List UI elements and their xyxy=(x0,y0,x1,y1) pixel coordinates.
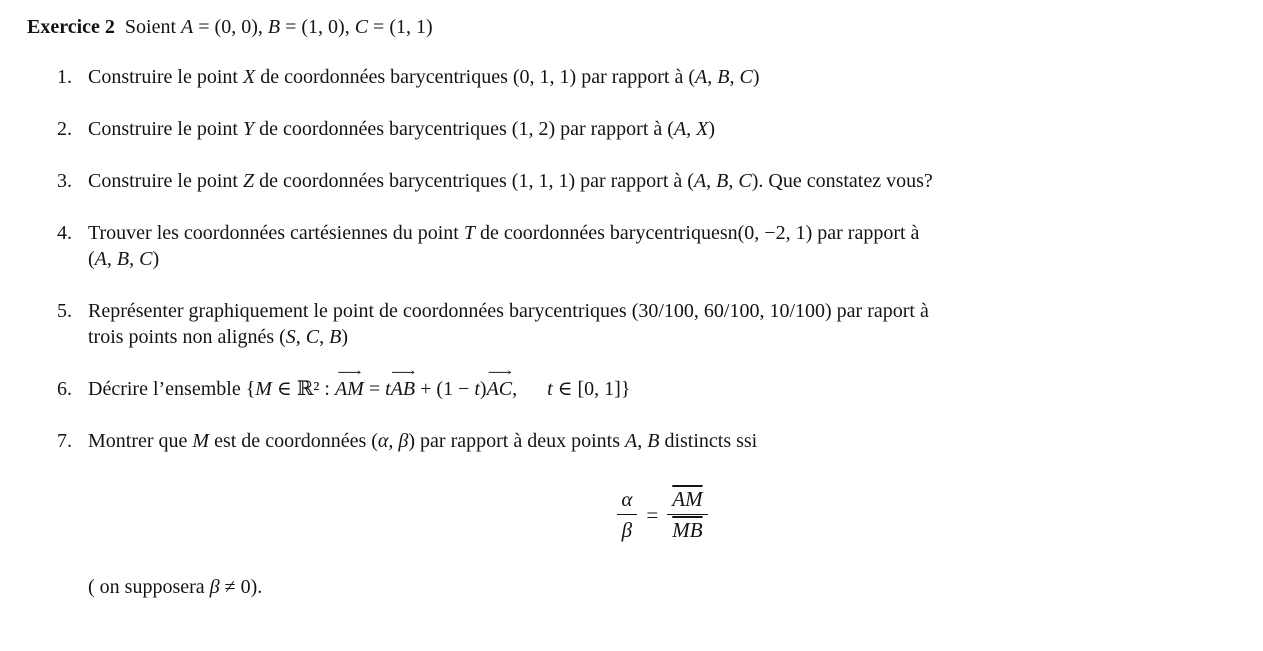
text-run: ). Que constatez vous? xyxy=(751,170,933,192)
math-symbol: B xyxy=(647,430,660,452)
text-run: est de coordonnées ( xyxy=(209,430,378,452)
fraction-denominator: MB xyxy=(667,514,707,543)
text-run: , xyxy=(295,326,306,348)
text-run: , xyxy=(319,326,330,348)
text-line xyxy=(88,116,715,142)
text-run: de coordonnées barycentriquesn(0, −2, 1) par rapport à xyxy=(474,222,920,244)
text-run: + (1 − xyxy=(415,378,475,400)
text-run: , xyxy=(106,248,117,270)
item-text xyxy=(88,116,715,142)
item-text xyxy=(88,220,919,272)
text-run: Construire le point xyxy=(88,170,243,192)
math-symbol: B xyxy=(267,16,281,38)
equals-sign: = xyxy=(646,502,659,527)
text-run: , xyxy=(729,66,740,88)
fraction-alpha-beta xyxy=(616,486,637,544)
math-symbol: B xyxy=(329,326,342,348)
item-number: 2. xyxy=(57,118,72,140)
text-line xyxy=(88,220,919,246)
math-symbol: A xyxy=(94,248,107,270)
item-number: 5. xyxy=(57,300,72,322)
text-run: = (0, 0), xyxy=(193,16,268,38)
text-run: ) par rapport à deux points xyxy=(408,430,625,452)
item-text xyxy=(88,168,933,194)
math-symbol: S xyxy=(285,326,296,348)
item-text xyxy=(88,428,757,454)
text-line xyxy=(88,365,631,402)
text-run: trois points non alignés ( xyxy=(88,326,286,348)
math-symbol: B xyxy=(717,66,730,88)
math-symbol: AC xyxy=(486,378,513,400)
text-run: de coordonnées barycentriques (1, 1, 1) par rapport à ( xyxy=(254,170,694,192)
text-run: ) xyxy=(479,378,487,400)
text-line xyxy=(88,168,933,194)
text-run: ) xyxy=(752,66,760,88)
vector-arrow-icon: ⟶ xyxy=(390,365,415,379)
list-item xyxy=(27,220,1236,272)
math-symbol: A xyxy=(695,66,708,88)
math-symbol: T xyxy=(463,222,475,244)
text-run: ) xyxy=(152,248,160,270)
text-run: Décrire l’ensemble { xyxy=(88,378,256,400)
text-run: ( xyxy=(88,248,95,270)
text-run: Soient xyxy=(114,16,182,38)
vector-arrow-icon: ⟶ xyxy=(487,365,512,379)
math-symbol: C xyxy=(305,326,320,348)
vector-notation xyxy=(390,365,416,402)
math-symbol: A xyxy=(673,118,687,140)
fraction-denominator: β xyxy=(617,514,637,543)
list-item xyxy=(27,64,1236,90)
text-line xyxy=(88,64,759,90)
closing-note xyxy=(88,574,1236,600)
text-run: = (1, 0), xyxy=(280,16,355,38)
fraction-numerator: α xyxy=(621,487,633,511)
vector-notation xyxy=(486,365,513,402)
math-symbol: β xyxy=(398,430,409,452)
math-symbol: B xyxy=(116,248,130,270)
text-line xyxy=(88,428,757,454)
text-run: , xyxy=(706,170,717,192)
text-run: de coordonnées barycentriques (0, 1, 1) par rapport à ( xyxy=(255,66,696,88)
exercise-title xyxy=(27,14,1236,40)
bold-text: Exercice 2 xyxy=(27,16,115,38)
text-line xyxy=(88,324,929,350)
math-symbol: AB xyxy=(390,378,416,400)
math-symbol: β xyxy=(209,575,220,598)
math-symbol: M xyxy=(192,430,210,452)
math-symbol: Z xyxy=(242,170,255,192)
math-symbol: Y xyxy=(242,118,255,140)
math-symbol: t xyxy=(547,378,553,400)
text-run: ) xyxy=(708,118,716,140)
list-item xyxy=(27,298,1236,350)
item-text xyxy=(88,298,929,350)
text-run: Trouver les coordonnées cartésiennes du point xyxy=(88,222,464,244)
math-symbol: X xyxy=(696,118,709,140)
text-run: , xyxy=(637,430,648,452)
math-symbol: C xyxy=(738,170,752,192)
math-symbol: t xyxy=(474,378,480,400)
item-text xyxy=(88,64,759,90)
vector-arrow-icon: ⟶ xyxy=(337,365,362,379)
text-run: Représenter graphiquement le point de coordonnées barycentriques (30/100, 60/100, 10/100) par raport à xyxy=(88,300,929,322)
math-symbol: α xyxy=(377,430,389,452)
text-run: Montrer que xyxy=(88,430,193,452)
item-number: 7. xyxy=(57,430,72,452)
math-symbol: AM xyxy=(334,378,364,400)
text-run: = xyxy=(363,378,386,400)
list-item xyxy=(27,428,1236,454)
text-line xyxy=(88,298,929,324)
text-run: ) xyxy=(341,326,348,348)
item-number: 6. xyxy=(57,378,72,400)
math-symbol: A xyxy=(693,170,707,192)
text-run: ≠ 0). xyxy=(219,575,263,598)
text-run: ∈ ℝ² : xyxy=(271,378,335,400)
item-number: 1. xyxy=(57,66,72,88)
text-run: , xyxy=(129,248,140,270)
text-run: distincts ssi xyxy=(659,430,758,452)
math-symbol: C xyxy=(139,248,153,270)
list-item xyxy=(27,365,1236,402)
math-symbol: t xyxy=(385,378,391,400)
display-formula xyxy=(88,486,1236,544)
item-number: 4. xyxy=(57,222,72,244)
text-run: ∈ [0, 1]} xyxy=(552,378,631,400)
text-run: , xyxy=(707,66,718,88)
text-run: = (1, 1) xyxy=(368,16,433,38)
list-item xyxy=(27,168,1236,194)
math-symbol: B xyxy=(716,170,729,192)
fraction-am-mb xyxy=(667,486,707,544)
text-run: Construire le point xyxy=(88,118,243,140)
text-run: ( on supposera xyxy=(88,575,210,598)
text-run: , xyxy=(512,378,548,400)
item-number: 3. xyxy=(57,170,72,192)
text-run: , xyxy=(728,170,739,192)
text-run: , xyxy=(686,118,697,140)
math-symbol: C xyxy=(739,66,753,88)
math-symbol: M xyxy=(255,378,272,400)
math-symbol: C xyxy=(354,16,369,38)
list-item xyxy=(27,116,1236,142)
item-text xyxy=(88,365,631,402)
text-run: Construire le point xyxy=(88,66,243,88)
math-symbol: A xyxy=(181,16,194,38)
math-symbol: X xyxy=(242,66,256,88)
math-symbol: A xyxy=(625,430,638,452)
text-run: de coordonnées barycentriques (1, 2) par rapport à ( xyxy=(254,118,674,140)
text-line xyxy=(88,246,919,272)
text-run: , xyxy=(388,430,399,452)
vector-notation xyxy=(334,365,364,402)
fraction-numerator: $\overline{AM}$ xyxy=(672,487,703,511)
exercise-list xyxy=(27,64,1236,454)
